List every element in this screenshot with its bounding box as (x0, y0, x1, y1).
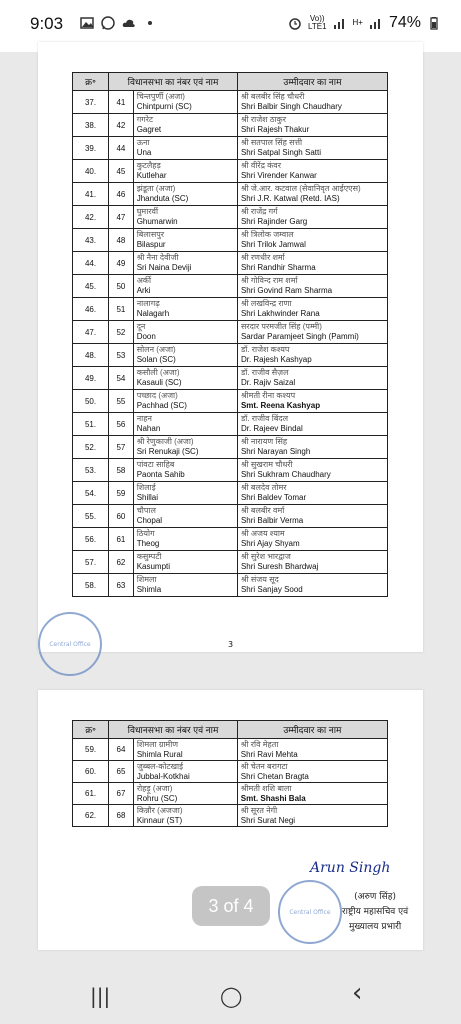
candidate-english: Shri Sanjay Sood (240, 585, 303, 594)
candidate-cell (237, 413, 387, 436)
serial-number: 59. (73, 739, 109, 761)
candidate-english: Shri Baldev Tomar (240, 493, 307, 502)
serial-number: 53. (73, 459, 109, 482)
candidate-cell (237, 390, 387, 413)
constituency-number: 68 (109, 805, 134, 827)
serial-number: 39. (73, 137, 109, 160)
constituency-number: 61 (109, 528, 134, 551)
candidate-cell (237, 252, 387, 275)
whatsapp-icon (101, 16, 115, 30)
constituency-number: 51 (109, 298, 134, 321)
candidate-hindi: श्रीमती रीना कश्यप (240, 391, 296, 400)
volte-indicator: Vo)) LTE1 (307, 14, 327, 31)
constituency-english: Bilaspur (136, 240, 166, 249)
candidate-cell (237, 298, 387, 321)
table-row (73, 137, 388, 160)
table-row (73, 528, 388, 551)
table-row (73, 761, 388, 783)
constituency-cell (133, 298, 237, 321)
candidate-hindi: श्री अजय श्याम (240, 529, 285, 538)
constituency-english: Kasauli (SC) (136, 378, 182, 387)
signal-icon-2 (369, 16, 383, 30)
constituency-number: 56 (109, 413, 134, 436)
table-row (73, 91, 388, 114)
cloud-icon (122, 16, 136, 30)
constituency-english: Jubbal-Kotkhai (136, 771, 190, 781)
serial-number: 61. (73, 783, 109, 805)
candidate-english: Shri Ajay Shyam (240, 539, 300, 548)
candidate-hindi: श्री बलदेव तोमर (240, 483, 287, 492)
recent-apps-button[interactable]: ||| (90, 984, 111, 1008)
constituency-number: 59 (109, 482, 134, 505)
candidate-english: Dr. Rajeev Bindal (240, 424, 303, 433)
candidate-cell (237, 574, 387, 597)
constituency-number: 55 (109, 390, 134, 413)
constituency-number: 41 (109, 91, 134, 114)
candidate-english: Sardar Paramjeet Singh (Pammi) (240, 332, 359, 341)
signatory-block (342, 890, 408, 935)
constituency-cell (133, 761, 237, 783)
serial-number: 56. (73, 528, 109, 551)
signature: Arun Singh (310, 860, 391, 876)
candidate-english: Shri Suresh Bhardwaj (240, 562, 319, 571)
constituency-number: 47 (109, 206, 134, 229)
table-row (73, 783, 388, 805)
serial-number: 42. (73, 206, 109, 229)
constituency-hindi: शिमला ग्रामीण (136, 739, 179, 749)
document-page-3 (38, 42, 423, 652)
constituency-english: Chopal (136, 516, 163, 525)
signatory-name: (अरुण सिंह) (354, 892, 396, 902)
constituency-cell (133, 436, 237, 459)
constituency-english: Arki (136, 286, 151, 295)
serial-number: 41. (73, 183, 109, 206)
constituency-english: Rohru (SC) (136, 793, 178, 803)
candidate-english: Shri Lakhwinder Rana (240, 309, 320, 318)
serial-number: 54. (73, 482, 109, 505)
table-row (73, 459, 388, 482)
table-row (73, 183, 388, 206)
constituency-hindi: किन्नौर (अजजा) (136, 805, 183, 815)
table-row (73, 551, 388, 574)
constituency-hindi: कुटलैहड़ (136, 161, 161, 170)
dot-icon (143, 16, 157, 30)
table-row (73, 298, 388, 321)
serial-number: 50. (73, 390, 109, 413)
serial-number: 62. (73, 805, 109, 827)
constituency-cell (133, 482, 237, 505)
candidate-hindi: श्री राजेश ठाकुर (240, 115, 286, 124)
serial-number: 49. (73, 367, 109, 390)
header-serial: क्र॰ (73, 721, 109, 739)
constituency-hindi: बिलासपुर (136, 230, 165, 239)
candidate-hindi: श्री सतपाल सिंह सत्ती (240, 138, 303, 147)
candidate-english: Shri Balbir Verma (240, 516, 304, 525)
navigation-bar (0, 964, 461, 1024)
candidate-cell (237, 783, 387, 805)
serial-number: 40. (73, 160, 109, 183)
signatory-title-2: मुख्यालय प्रभारी (348, 922, 402, 932)
candidate-cell (237, 528, 387, 551)
candidate-hindi: डॉ. राजीव सैज़ल (240, 368, 289, 377)
header-constituency: विधानसभा का नंबर एवं नाम (109, 721, 238, 739)
constituency-hindi: ऊना (136, 138, 150, 147)
back-button[interactable]: ‹ (352, 978, 363, 1008)
candidate-cell (237, 229, 387, 252)
constituency-number: 50 (109, 275, 134, 298)
constituency-english: Nahan (136, 424, 161, 433)
candidate-english: Shri Ravi Mehta (240, 749, 298, 759)
constituency-hindi: नाहन (136, 414, 152, 423)
candidate-cell (237, 436, 387, 459)
constituency-english: Ghumarwin (136, 217, 178, 226)
constituency-number: 46 (109, 183, 134, 206)
constituency-number: 44 (109, 137, 134, 160)
serial-number: 37. (73, 91, 109, 114)
candidate-hindi: श्री त्रिलोक जम्वाल (240, 230, 294, 239)
candidate-cell (237, 344, 387, 367)
candidate-hindi: श्री राजेंद्र गर्ग (240, 207, 278, 216)
candidate-hindi: श्री नारायण सिंह (240, 437, 288, 446)
constituency-english: Sri Renukaji (SC) (136, 447, 199, 456)
candidate-cell (237, 505, 387, 528)
constituency-hindi: घुमारवीं (136, 207, 159, 216)
candidate-cell (237, 114, 387, 137)
constituency-number: 58 (109, 459, 134, 482)
candidate-cell (237, 160, 387, 183)
constituency-cell (133, 574, 237, 597)
candidate-table-2 (72, 720, 388, 827)
candidate-cell (237, 761, 387, 783)
candidate-english: Shri Govind Ram Sharma (240, 286, 333, 295)
table-row (73, 805, 388, 827)
table-row (73, 482, 388, 505)
constituency-number: 62 (109, 551, 134, 574)
constituency-hindi: जुब्बल-कोटखाई (136, 761, 184, 771)
constituency-english: Theog (136, 539, 160, 548)
constituency-hindi: श्री रेणुकाजी (अजा) (136, 437, 194, 446)
constituency-hindi: पच्छाद (अजा) (136, 391, 178, 400)
candidate-english: Dr. Rajesh Kashyap (240, 355, 312, 364)
serial-number: 60. (73, 761, 109, 783)
constituency-hindi: गगरेट (136, 115, 153, 124)
constituency-hindi: सोलन (अजा) (136, 345, 176, 354)
candidate-cell (237, 137, 387, 160)
constituency-number: 52 (109, 321, 134, 344)
constituency-hindi: अर्की (136, 276, 152, 285)
constituency-hindi: शिमला (136, 575, 157, 584)
constituency-english: Solan (SC) (136, 355, 176, 364)
constituency-number: 63 (109, 574, 134, 597)
candidate-cell (237, 91, 387, 114)
network-type: H+ (352, 18, 363, 27)
candidate-cell (237, 551, 387, 574)
candidate-hindi: डॉ. राजेश कश्यप (240, 345, 290, 354)
table-row (73, 252, 388, 275)
table-row (73, 160, 388, 183)
constituency-english: Sri Naina Deviji (136, 263, 192, 272)
candidate-english: Shri Randhir Sharma (240, 263, 316, 272)
constituency-number: 60 (109, 505, 134, 528)
serial-number: 38. (73, 114, 109, 137)
constituency-cell (133, 805, 237, 827)
table-row (73, 739, 388, 761)
constituency-cell (133, 137, 237, 160)
candidate-hindi: श्री रवि मेहता (240, 739, 279, 749)
header-serial: क्र॰ (73, 73, 109, 91)
candidate-hindi: श्री गोविन्द राम शर्मा (240, 276, 298, 285)
serial-number: 43. (73, 229, 109, 252)
constituency-hindi: कसुम्पटी (136, 552, 162, 561)
table-row (73, 206, 388, 229)
page-indicator: 3 of 4 (192, 886, 270, 926)
constituency-cell (133, 390, 237, 413)
candidate-hindi: श्री सुखराम चौधरी (240, 460, 293, 469)
constituency-cell (133, 229, 237, 252)
constituency-cell (133, 252, 237, 275)
candidate-table (72, 72, 388, 597)
candidate-english: Shri Surat Negi (240, 815, 296, 825)
table-row (73, 229, 388, 252)
constituency-hindi: कसौली (अजा) (136, 368, 180, 377)
constituency-english: Kasumpti (136, 562, 171, 571)
constituency-cell (133, 739, 237, 761)
constituency-cell (133, 344, 237, 367)
constituency-number: 64 (109, 739, 134, 761)
constituency-english: Paonta Sahib (136, 470, 185, 479)
battery-icon (427, 16, 441, 30)
constituency-hindi: शिलाई (136, 483, 156, 492)
serial-number: 48. (73, 344, 109, 367)
constituency-cell (133, 160, 237, 183)
constituency-number: 42 (109, 114, 134, 137)
candidate-cell (237, 321, 387, 344)
constituency-cell (133, 183, 237, 206)
constituency-cell (133, 505, 237, 528)
official-stamp-2: Central Office (278, 880, 342, 944)
constituency-english: Jhanduta (SC) (136, 194, 189, 203)
signal-icon (333, 16, 347, 30)
table-row (73, 505, 388, 528)
candidate-english: Shri Chetan Bragta (240, 771, 309, 781)
constituency-english: Shimla Rural (136, 749, 183, 759)
table-row (73, 367, 388, 390)
serial-number: 55. (73, 505, 109, 528)
constituency-hindi: दून (136, 322, 146, 331)
header-candidate: उम्मीदवार का नाम (237, 73, 387, 91)
constituency-cell (133, 413, 237, 436)
candidate-cell (237, 482, 387, 505)
constituency-cell (133, 783, 237, 805)
candidate-cell (237, 206, 387, 229)
table-header (73, 721, 388, 739)
constituency-hindi: ठियोग (136, 529, 155, 538)
candidate-hindi: डॉ. राजीव बिंदल (240, 414, 289, 423)
candidate-hindi: श्री वीरेंद्र कंवर (240, 161, 282, 170)
constituency-number: 65 (109, 761, 134, 783)
constituency-cell (133, 275, 237, 298)
table-row (73, 574, 388, 597)
serial-number: 52. (73, 436, 109, 459)
candidate-cell (237, 459, 387, 482)
constituency-cell (133, 551, 237, 574)
constituency-cell (133, 114, 237, 137)
candidate-hindi: श्री चेतन बरागटा (240, 761, 288, 771)
constituency-english: Shimla (136, 585, 162, 594)
table-row (73, 436, 388, 459)
candidate-hindi: श्री सुरेश भारद्वाज (240, 552, 291, 561)
constituency-cell (133, 206, 237, 229)
clock: 9:03 (30, 14, 64, 33)
constituency-cell (133, 321, 237, 344)
candidate-english: Shri Balbir Singh Chaudhary (240, 102, 342, 111)
candidate-cell (237, 275, 387, 298)
page-number: 3 (228, 640, 234, 649)
constituency-number: 54 (109, 367, 134, 390)
home-button[interactable]: ◯ (220, 984, 243, 1008)
candidate-english: Shri J.R. Katwal (Retd. IAS) (240, 194, 340, 203)
constituency-number: 48 (109, 229, 134, 252)
table-row (73, 275, 388, 298)
candidate-hindi: श्रीमती शशि बाला (240, 783, 292, 793)
constituency-english: Doon (136, 332, 156, 341)
candidate-english: Smt. Shashi Bala (240, 793, 306, 803)
candidate-english: Shri Narayan Singh (240, 447, 311, 456)
signatory-title: राष्ट्रीय महासचिव एवं (342, 907, 409, 917)
constituency-hindi: रोहड़ू (अजा) (136, 783, 173, 793)
table-row (73, 321, 388, 344)
candidate-english: Shri Virender Kanwar (240, 171, 317, 180)
header-candidate: उम्मीदवार का नाम (237, 721, 387, 739)
constituency-english: Chintpurni (SC) (136, 102, 192, 111)
serial-number: 45. (73, 275, 109, 298)
constituency-english: Shillai (136, 493, 159, 502)
candidate-cell (237, 183, 387, 206)
header-constituency: विधानसभा का नंबर एवं नाम (109, 73, 238, 91)
table-row (73, 390, 388, 413)
table-header (73, 73, 388, 91)
candidate-hindi: श्री सूरत नेगी (240, 805, 278, 815)
constituency-english: Kinnaur (ST) (136, 815, 183, 825)
constituency-english: Pachhad (SC) (136, 401, 187, 410)
constituency-cell (133, 91, 237, 114)
table-row (73, 344, 388, 367)
serial-number: 46. (73, 298, 109, 321)
constituency-english: Kutlehar (136, 171, 167, 180)
candidate-english: Shri Rajinder Garg (240, 217, 308, 226)
table-row (73, 114, 388, 137)
candidate-english: Shri Rajesh Thakur (240, 125, 310, 134)
official-stamp: Central Office (38, 612, 102, 676)
serial-number: 44. (73, 252, 109, 275)
constituency-number: 49 (109, 252, 134, 275)
constituency-hindi: श्री नैना देवीजी (136, 253, 179, 262)
candidate-hindi: श्री लखविन्द्र राणा (240, 299, 292, 308)
battery-level: 74% (388, 14, 421, 31)
candidate-english: Shri Trilok Jamwal (240, 240, 306, 249)
constituency-english: Nalagarh (136, 309, 170, 318)
candidate-english: Dr. Rajiv Saizal (240, 378, 296, 387)
table-row (73, 413, 388, 436)
gallery-icon (80, 16, 94, 30)
serial-number: 58. (73, 574, 109, 597)
candidate-cell (237, 367, 387, 390)
serial-number: 51. (73, 413, 109, 436)
constituency-number: 53 (109, 344, 134, 367)
constituency-cell (133, 528, 237, 551)
candidate-english: Shri Satpal Singh Satti (240, 148, 321, 157)
candidate-hindi: सरदार परमजीत सिंह (पम्मी) (240, 322, 322, 331)
constituency-cell (133, 367, 237, 390)
constituency-hindi: झंडूता (अजा) (136, 184, 176, 193)
constituency-cell (133, 459, 237, 482)
constituency-english: Gagret (136, 125, 162, 134)
candidate-cell (237, 805, 387, 827)
candidate-hindi: श्री बलबीर सिंह चौधरी (240, 92, 305, 101)
alarm-icon (288, 16, 302, 30)
constituency-hindi: चौपाल (136, 506, 156, 515)
serial-number: 47. (73, 321, 109, 344)
candidate-hindi: श्री बलबीर वर्मा (240, 506, 285, 515)
candidate-hindi: श्री संजय सूद (240, 575, 279, 584)
candidate-hindi: श्री रणधीर शर्मा (240, 253, 285, 262)
constituency-hindi: चिन्तपुर्णी (अजा) (136, 92, 185, 101)
candidate-english: Shri Sukhram Chaudhary (240, 470, 331, 479)
serial-number: 57. (73, 551, 109, 574)
candidate-english: Smt. Reena Kashyap (240, 401, 321, 410)
constituency-hindi: पांवटा साहिब (136, 460, 175, 469)
constituency-hindi: नालागढ़ (136, 299, 160, 308)
constituency-english: Una (136, 148, 152, 157)
constituency-number: 57 (109, 436, 134, 459)
candidate-hindi: श्री जे.आर. कटवाल (सेवानिवृत आईएएस) (240, 184, 361, 193)
constituency-number: 67 (109, 783, 134, 805)
candidate-cell (237, 739, 387, 761)
constituency-number: 45 (109, 160, 134, 183)
